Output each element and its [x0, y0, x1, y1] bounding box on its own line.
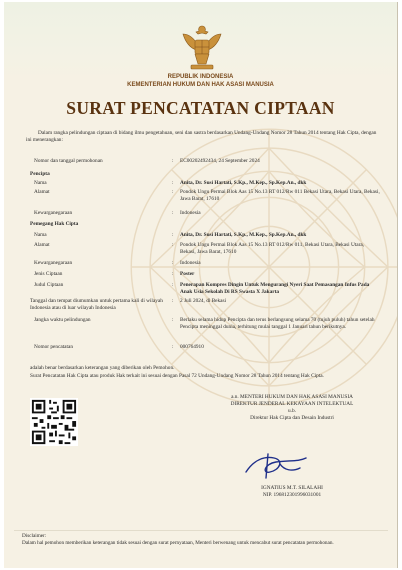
- work-title-label: Judul Ciptaan: [34, 282, 64, 288]
- application-value: EC00202492434, 24 September 2024: [180, 158, 260, 164]
- colon: :: [172, 271, 174, 277]
- intro-paragraph: Dalam rangka pelindungan ciptaan di bidang ilmu pengetahuan, seni dan sastra berdasarkan Undang-Undang Nomor 28 Tahun 2014 tentang Hak Cipta, dengan ini menerangkan:: [26, 130, 377, 144]
- holder-name-label: Nama: [34, 232, 47, 238]
- disclaimer-text: Dalam hal pemohon memberikan keterangan tidak sesuai dengan surat pernyataan, Menteri berwenang untuk mencabut surat pencatatan permohonan.: [22, 540, 334, 546]
- protection-term: Berlaku selama hidup Pencipta dan terus berlangsung selama 70 (tujuh puluh) tahun setelah Pencipta meninggal dunia, terhitung mulai tanggal 1 Januari tahun berikutnya.: [180, 317, 375, 330]
- country-heading: REPUBLIK INDONESIA: [167, 74, 234, 80]
- colon: :: [172, 189, 174, 195]
- colon: :: [172, 282, 174, 288]
- creator-name: Anita, Dr. Susi Hartati, S.Kp., M.Kep., Sp.Kep.An., dkk: [180, 180, 307, 186]
- footer-statement: adalah benar berdasarkan keterangan yang diberikan oleh Pemohon.: [30, 365, 175, 371]
- application-label: Nomor dan tanggal permohonan: [34, 158, 103, 164]
- holder-address: Pondok Ungu Permai Blok Aas 15 No.13 RT 012/Rw 011, Bekasi Utara, Bekasi Utara, Bekasi, Jawa Barat, 17610: [180, 242, 365, 255]
- protection-term-label: Jangka waktu pelindungan: [34, 317, 91, 323]
- work-title: Penerapan Kompres Dingin Untuk Mengurangi Nyeri Saat Pemasangan Infus Pada Anak Usia Sekolah Di RS Swasta X Jakarta: [180, 282, 370, 295]
- ministry-heading: KEMENTERIAN HUKUM DAN HAK ASASI MANUSIA: [127, 82, 274, 88]
- holder-heading: Pemegang Hak Cipta: [30, 221, 79, 227]
- signatory-line3: u.b.: [288, 408, 296, 414]
- divider: [14, 530, 388, 531]
- holder-nationality: Indonesia: [180, 260, 201, 266]
- colon: :: [172, 158, 174, 164]
- signatory-name: IGNATIUS M.T. SILALAHI: [261, 485, 323, 491]
- work-type: Poster: [180, 271, 195, 277]
- creator-name-label: Nama: [34, 180, 47, 186]
- colon: :: [172, 317, 174, 323]
- colon: :: [172, 242, 174, 248]
- record-number: 000764910: [180, 344, 204, 350]
- creator-address-label: Alamat: [34, 189, 50, 195]
- work-type-label: Jenis Ciptaan: [34, 271, 63, 277]
- first-publication-label: Tanggal dan tempat diumumkan untuk pertama kali di wilayah Indonesia atau di luar wilayah Indonesia: [30, 298, 163, 311]
- first-publication: 2 Juli 2024, di Bekasi: [180, 298, 227, 304]
- colon: :: [172, 232, 174, 238]
- creator-heading: Pencipta: [30, 171, 50, 177]
- colon: :: [172, 180, 174, 186]
- creator-address: Pondok Ungu Permai Blok Aas 15 No.13 RT 012/Rw 011 Bekasi Utara, Bekasi Utara, Bekasi, Jawa Barat, 17610: [180, 189, 380, 202]
- colon: :: [172, 260, 174, 266]
- holder-address-label: Alamat: [34, 242, 50, 248]
- colon: :: [172, 210, 174, 216]
- signatory-line1: a.n. MENTERI HUKUM DAN HAK ASASI MANUSIA: [231, 394, 353, 400]
- holder-nationality-label: Kewarganegaraan: [34, 260, 73, 266]
- creator-nationality-label: Kewarganegaraan: [34, 210, 73, 216]
- colon: :: [172, 298, 174, 304]
- creator-nationality: Indonesia: [180, 210, 201, 216]
- signatory-line4: Direktur Hak Cipta dan Desain Industri: [250, 415, 334, 421]
- holder-name: Anita, Dr. Susi Hartati, S.Kp., M.Kep., Sp.Kep.An., dkk: [180, 232, 307, 238]
- signatory-nip: NIP. 196812301996031001: [262, 492, 322, 498]
- footer-legal-note: Surat Pencatatan Hak Cipta atau produk Hak terkait ini sesuai dengan Pasal 72 Undang-Undang Nomor 28 Tahun 2014 tentang Hak Cipta.: [30, 373, 324, 379]
- page-title: SURAT PENCATATAN CIPTAAN: [66, 98, 335, 118]
- disclaimer-heading: Disclaimer:: [22, 533, 47, 539]
- record-number-label: Nomor pencatatan: [34, 344, 73, 350]
- colon: :: [172, 344, 174, 350]
- signature-icon: [240, 450, 312, 480]
- certificate-page: [4, 2, 398, 568]
- qr-code-icon: [30, 398, 78, 446]
- garuda-emblem-icon: [179, 20, 225, 72]
- signatory-line2: DIREKTUR JENDERAL KEKAYAAN INTELEKTUAL: [230, 401, 354, 407]
